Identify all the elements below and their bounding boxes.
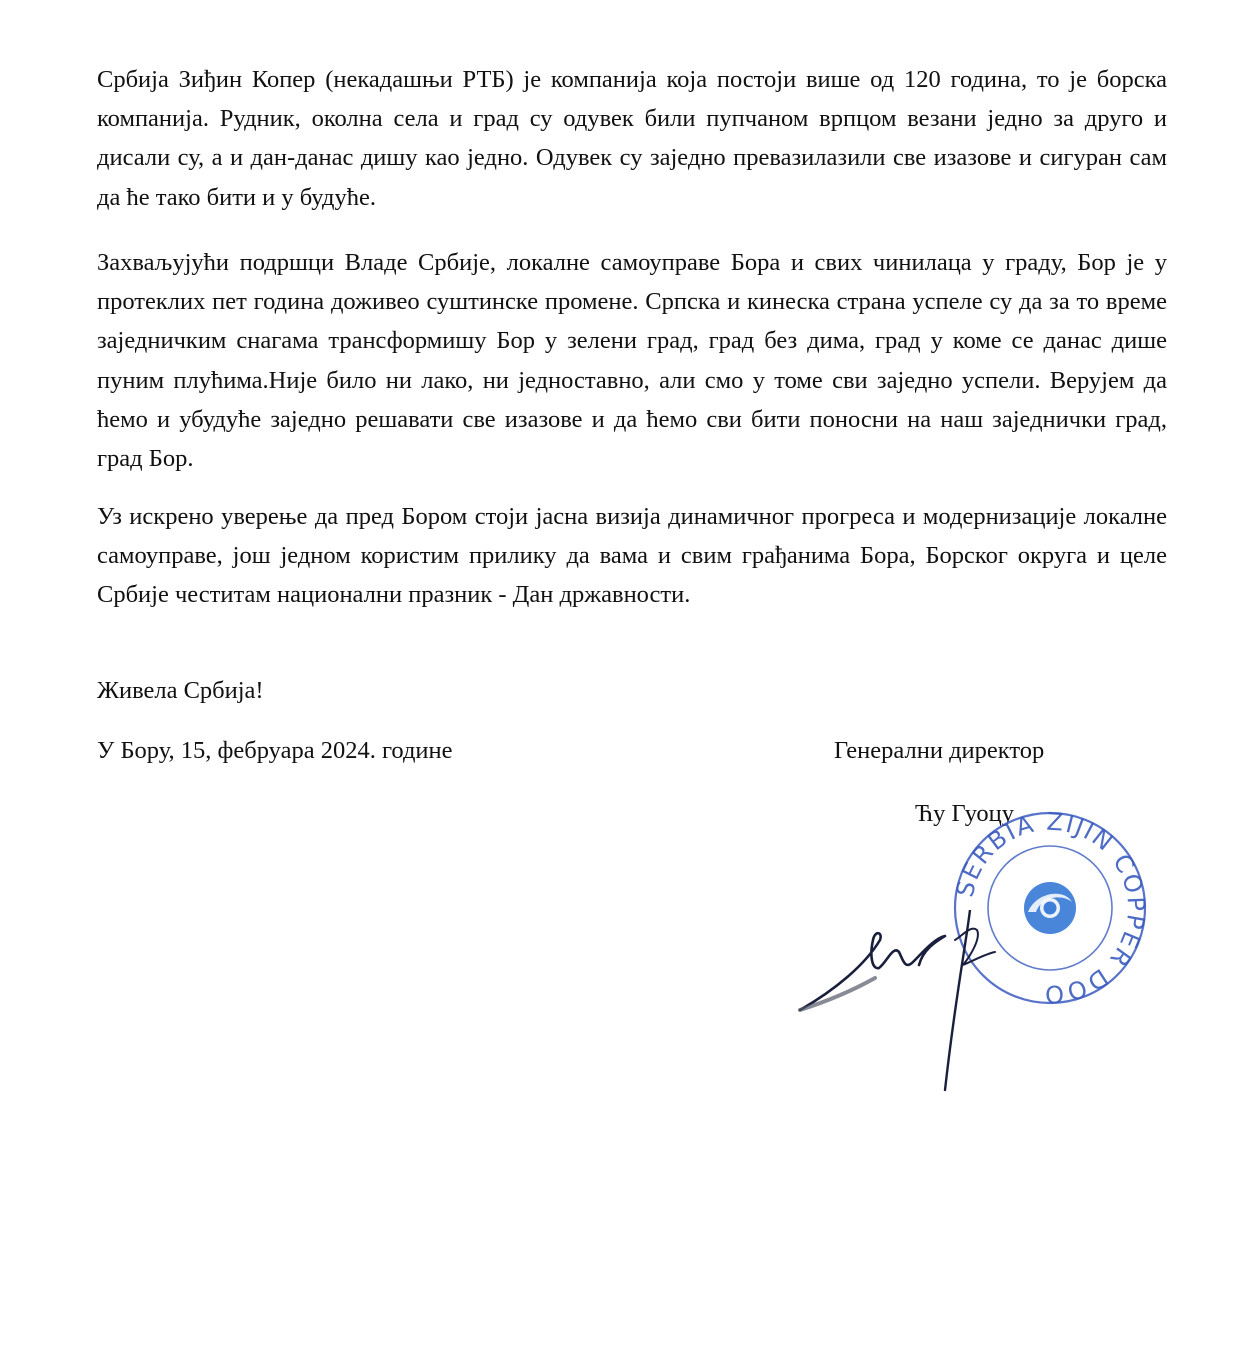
signature-stroke-main xyxy=(800,933,945,1010)
signature-stroke-tail xyxy=(800,978,875,1010)
closing-line: Живела Србија! xyxy=(97,677,264,704)
signature-stroke-loop xyxy=(955,929,995,965)
paragraph-1: Србија Зиђин Копер (некадашњи РТБ) је компанија која постоји више од 120 година, то је борска компанија. Рудник, околна села и град су одувек били пупчаном врпцом везани једно за друго и дисали су, а и дан-данас дишу као једно. Одувек су заједно превазилазили све изазове и сигуран сам да ће тако бити и у будуће. xyxy=(97,66,1167,211)
stamp-text-path: SERBIA ZIJIN COPPER DOO xyxy=(950,808,1150,1008)
signature-stroke-vertical xyxy=(945,910,970,1090)
signature xyxy=(795,910,1035,1100)
place-and-date: У Бору, 15, фебруара 2024. године xyxy=(97,737,453,764)
paragraph-3: Уз искрено уверење да пред Бором стоји јасна визија динамичног прогреса и модернизације локалне самоуправе, још једном користим прилику да вама и свим грађанима Бора, Борског округа и целе Србије честитам национални празник - Дан државности. xyxy=(97,503,1167,609)
signer-name: Ћу Гуоцу xyxy=(915,800,1015,827)
signer-title: Генерални директор xyxy=(834,737,1045,764)
paragraph-2: Захваљујући подршци Владе Србије, локалне самоуправе Бора и свих чинилаца у граду, Бор је у протеклих пет година доживео суштинске промене. Српска и кинеска страна успеле су да за то време заједничким снагама трансформишу Бор у зелени град, град без дима, град у коме се данас дише пуним плућима.Није било ни лако, ни једноставно, али смо у томе сви заједно успели. Верујем да ћемо и убудуће заједно решавати све изазове и да ћемо сви бити поносни на наш заједнички град, град Бор. xyxy=(97,249,1167,473)
